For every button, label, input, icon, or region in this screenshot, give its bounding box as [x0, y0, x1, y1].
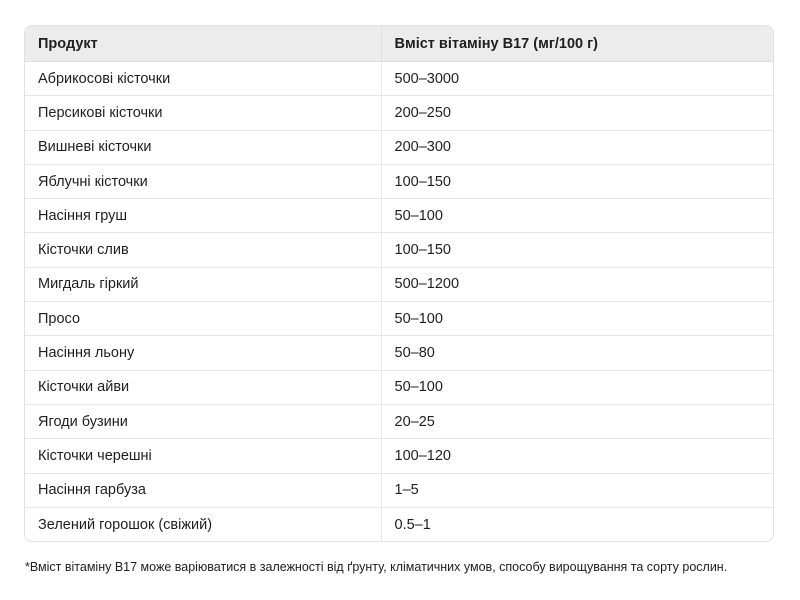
cell-vitamin-content: 100–150: [381, 164, 773, 198]
cell-product: Яблучні кісточки: [25, 164, 381, 198]
cell-vitamin-content: 200–250: [381, 96, 773, 130]
cell-product: Ягоди бузини: [25, 404, 381, 438]
cell-vitamin-content: 100–150: [381, 233, 773, 267]
table-row: [25, 199, 773, 233]
table-row: [25, 62, 773, 96]
cell-product: Персикові кісточки: [25, 96, 381, 130]
table-row: [25, 507, 773, 541]
cell-product: Зелений горошок (свіжий): [38, 516, 213, 533]
cell-product: Просо: [25, 302, 381, 336]
vitamin-b17-table: [25, 26, 773, 541]
cell-product: Насіння льону: [25, 336, 381, 370]
cell-product: Насіння гарбуза: [25, 473, 381, 507]
cell-product: Кісточки слив: [25, 233, 381, 267]
table-row: [25, 404, 773, 438]
cell-product: Вишневі кісточки: [25, 130, 381, 164]
cell-vitamin-content: 0.5–1: [381, 507, 773, 541]
table-row: [25, 164, 773, 198]
header-vitamin-content: Вміст вітаміну B17 (мг/100 г): [381, 26, 773, 62]
cell-product: Кісточки айви: [25, 370, 381, 404]
header-row: [25, 26, 773, 62]
table-row: [25, 370, 773, 404]
cell-vitamin-content: 500–1200: [381, 267, 773, 301]
vitamin-b17-table-container: [24, 25, 774, 542]
cell-vitamin-content: 50–100: [381, 302, 773, 336]
cell-vitamin-content: 20–25: [381, 404, 773, 438]
table-row: [25, 96, 773, 130]
cell-vitamin-content: 500–3000: [381, 62, 773, 96]
cell-vitamin-content: 100–120: [381, 439, 773, 473]
cell-vitamin-content: 50–100: [381, 370, 773, 404]
cell-vitamin-content: 50–80: [381, 336, 773, 370]
cell-vitamin-content: 50–100: [381, 199, 773, 233]
footnote: *Вміст вітаміну B17 може варіюватися в залежності від ґрунту, кліматичних умов, способу вирощування та сорту рослин.: [25, 560, 728, 574]
table-row: [25, 302, 773, 336]
cell-product: Насіння груш: [25, 199, 381, 233]
cell-vitamin-content: 1–5: [381, 473, 773, 507]
cell-product: Мигдаль гіркий: [25, 267, 381, 301]
table-row: [25, 336, 773, 370]
cell-product: Абрикосові кісточки: [25, 62, 381, 96]
cell-product: Кісточки черешні: [25, 439, 381, 473]
table-row: [25, 267, 773, 301]
table-body: [25, 62, 773, 542]
table-row: [25, 233, 773, 267]
table-row: [25, 473, 773, 507]
table-header: [25, 26, 773, 62]
header-product: Продукт: [25, 26, 381, 62]
cell-vitamin-content: 200–300: [381, 130, 773, 164]
table-row: [25, 439, 773, 473]
table-row: [25, 130, 773, 164]
